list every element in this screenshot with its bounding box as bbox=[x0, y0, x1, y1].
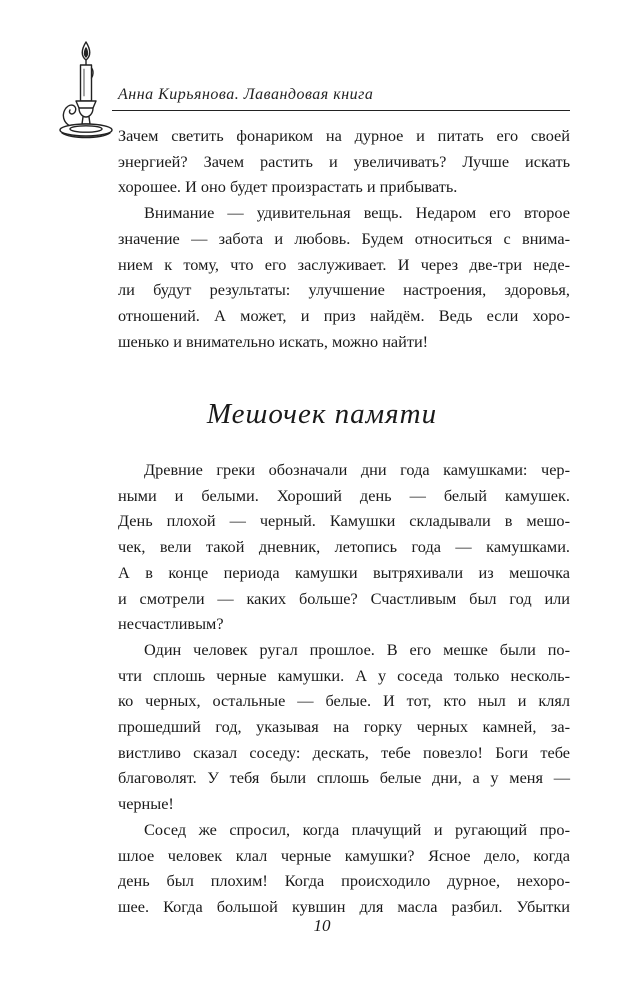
text-line: и смотрели — каких больше? Счастливым был год или bbox=[118, 588, 570, 608]
text-line: чти сплошь черные камушки. А у соседа только несколь- bbox=[118, 665, 570, 685]
paragraph bbox=[118, 637, 570, 817]
text-line: ли будут результаты: улучшение настроения, здоровья, bbox=[118, 280, 570, 300]
header-divider bbox=[112, 110, 570, 111]
running-header-title: Анна Кирьянова. Лавандовая книга bbox=[118, 86, 374, 103]
text-line: шенько и внимательно искать, можно найти! bbox=[118, 331, 429, 351]
text-line: значение — забота и любовь. Будем относиться с внима- bbox=[118, 228, 570, 248]
text-line: несчастливым? bbox=[118, 614, 224, 634]
candle-icon bbox=[50, 38, 120, 142]
text-line: день был плохим! Когда происходило дурное, нехоро- bbox=[118, 871, 570, 891]
text-line: ко черных, остальные — белые. И тот, кто ныл и клял bbox=[118, 691, 570, 711]
text-line: ными и белыми. Хороший день — белый камушек. bbox=[118, 485, 570, 505]
text-line: вистливо сказал соседу: дескать, тебе повезло! Боги тебе bbox=[118, 742, 570, 762]
text-block-chapter bbox=[118, 457, 570, 920]
paragraph bbox=[118, 457, 570, 637]
text-line: прошедший год, указывая на горку черных камней, за- bbox=[118, 717, 570, 737]
text-line: шлое человек клал черные камушки? Ясное дело, когда bbox=[118, 845, 570, 865]
text-line: шее. Когда большой кувшин для масла разбил. Убытки bbox=[118, 896, 570, 916]
text-block-intro bbox=[118, 123, 570, 354]
text-line: нием к тому, что его заслуживает. И через две-три неде- bbox=[118, 254, 570, 274]
text-line: День плохой — черный. Камушки складывали в мешо- bbox=[118, 511, 570, 531]
text-line: Сосед же спросил, когда плачущий и ругающий про- bbox=[144, 819, 570, 839]
text-line: энергией? Зачем растить и увеличивать? Лучше искать bbox=[118, 151, 570, 171]
text-line: чек, вели такой дневник, летопись года — камушками. bbox=[118, 537, 570, 557]
text-line: Внимание — удивительная вещь. Недаром его второе bbox=[144, 203, 570, 223]
text-line: благоволят. У тебя были сплошь белые дни, а у меня — bbox=[118, 768, 570, 788]
text-line: Зачем светить фонариком на дурное и питать его своей bbox=[118, 126, 570, 145]
text-line: Один человек ругал прошлое. В его мешке были по- bbox=[144, 639, 570, 659]
paragraph bbox=[118, 200, 570, 354]
text-line: Древние греки обозначали дни года камушками: чер- bbox=[144, 460, 570, 479]
text-line: хорошее. И оно будет произрастать и прибывать. bbox=[118, 177, 458, 197]
text-line: черные! bbox=[118, 794, 174, 814]
page-number: 10 bbox=[313, 916, 331, 935]
paragraph bbox=[118, 817, 570, 920]
text-line: отношений. А может, и приз найдём. Ведь если хоро- bbox=[118, 305, 570, 325]
chapter-title: Мешочек памяти bbox=[206, 398, 438, 430]
text-line: А в конце периода камушки вытряхивали из мешочка bbox=[118, 562, 570, 582]
paragraph bbox=[118, 123, 570, 200]
